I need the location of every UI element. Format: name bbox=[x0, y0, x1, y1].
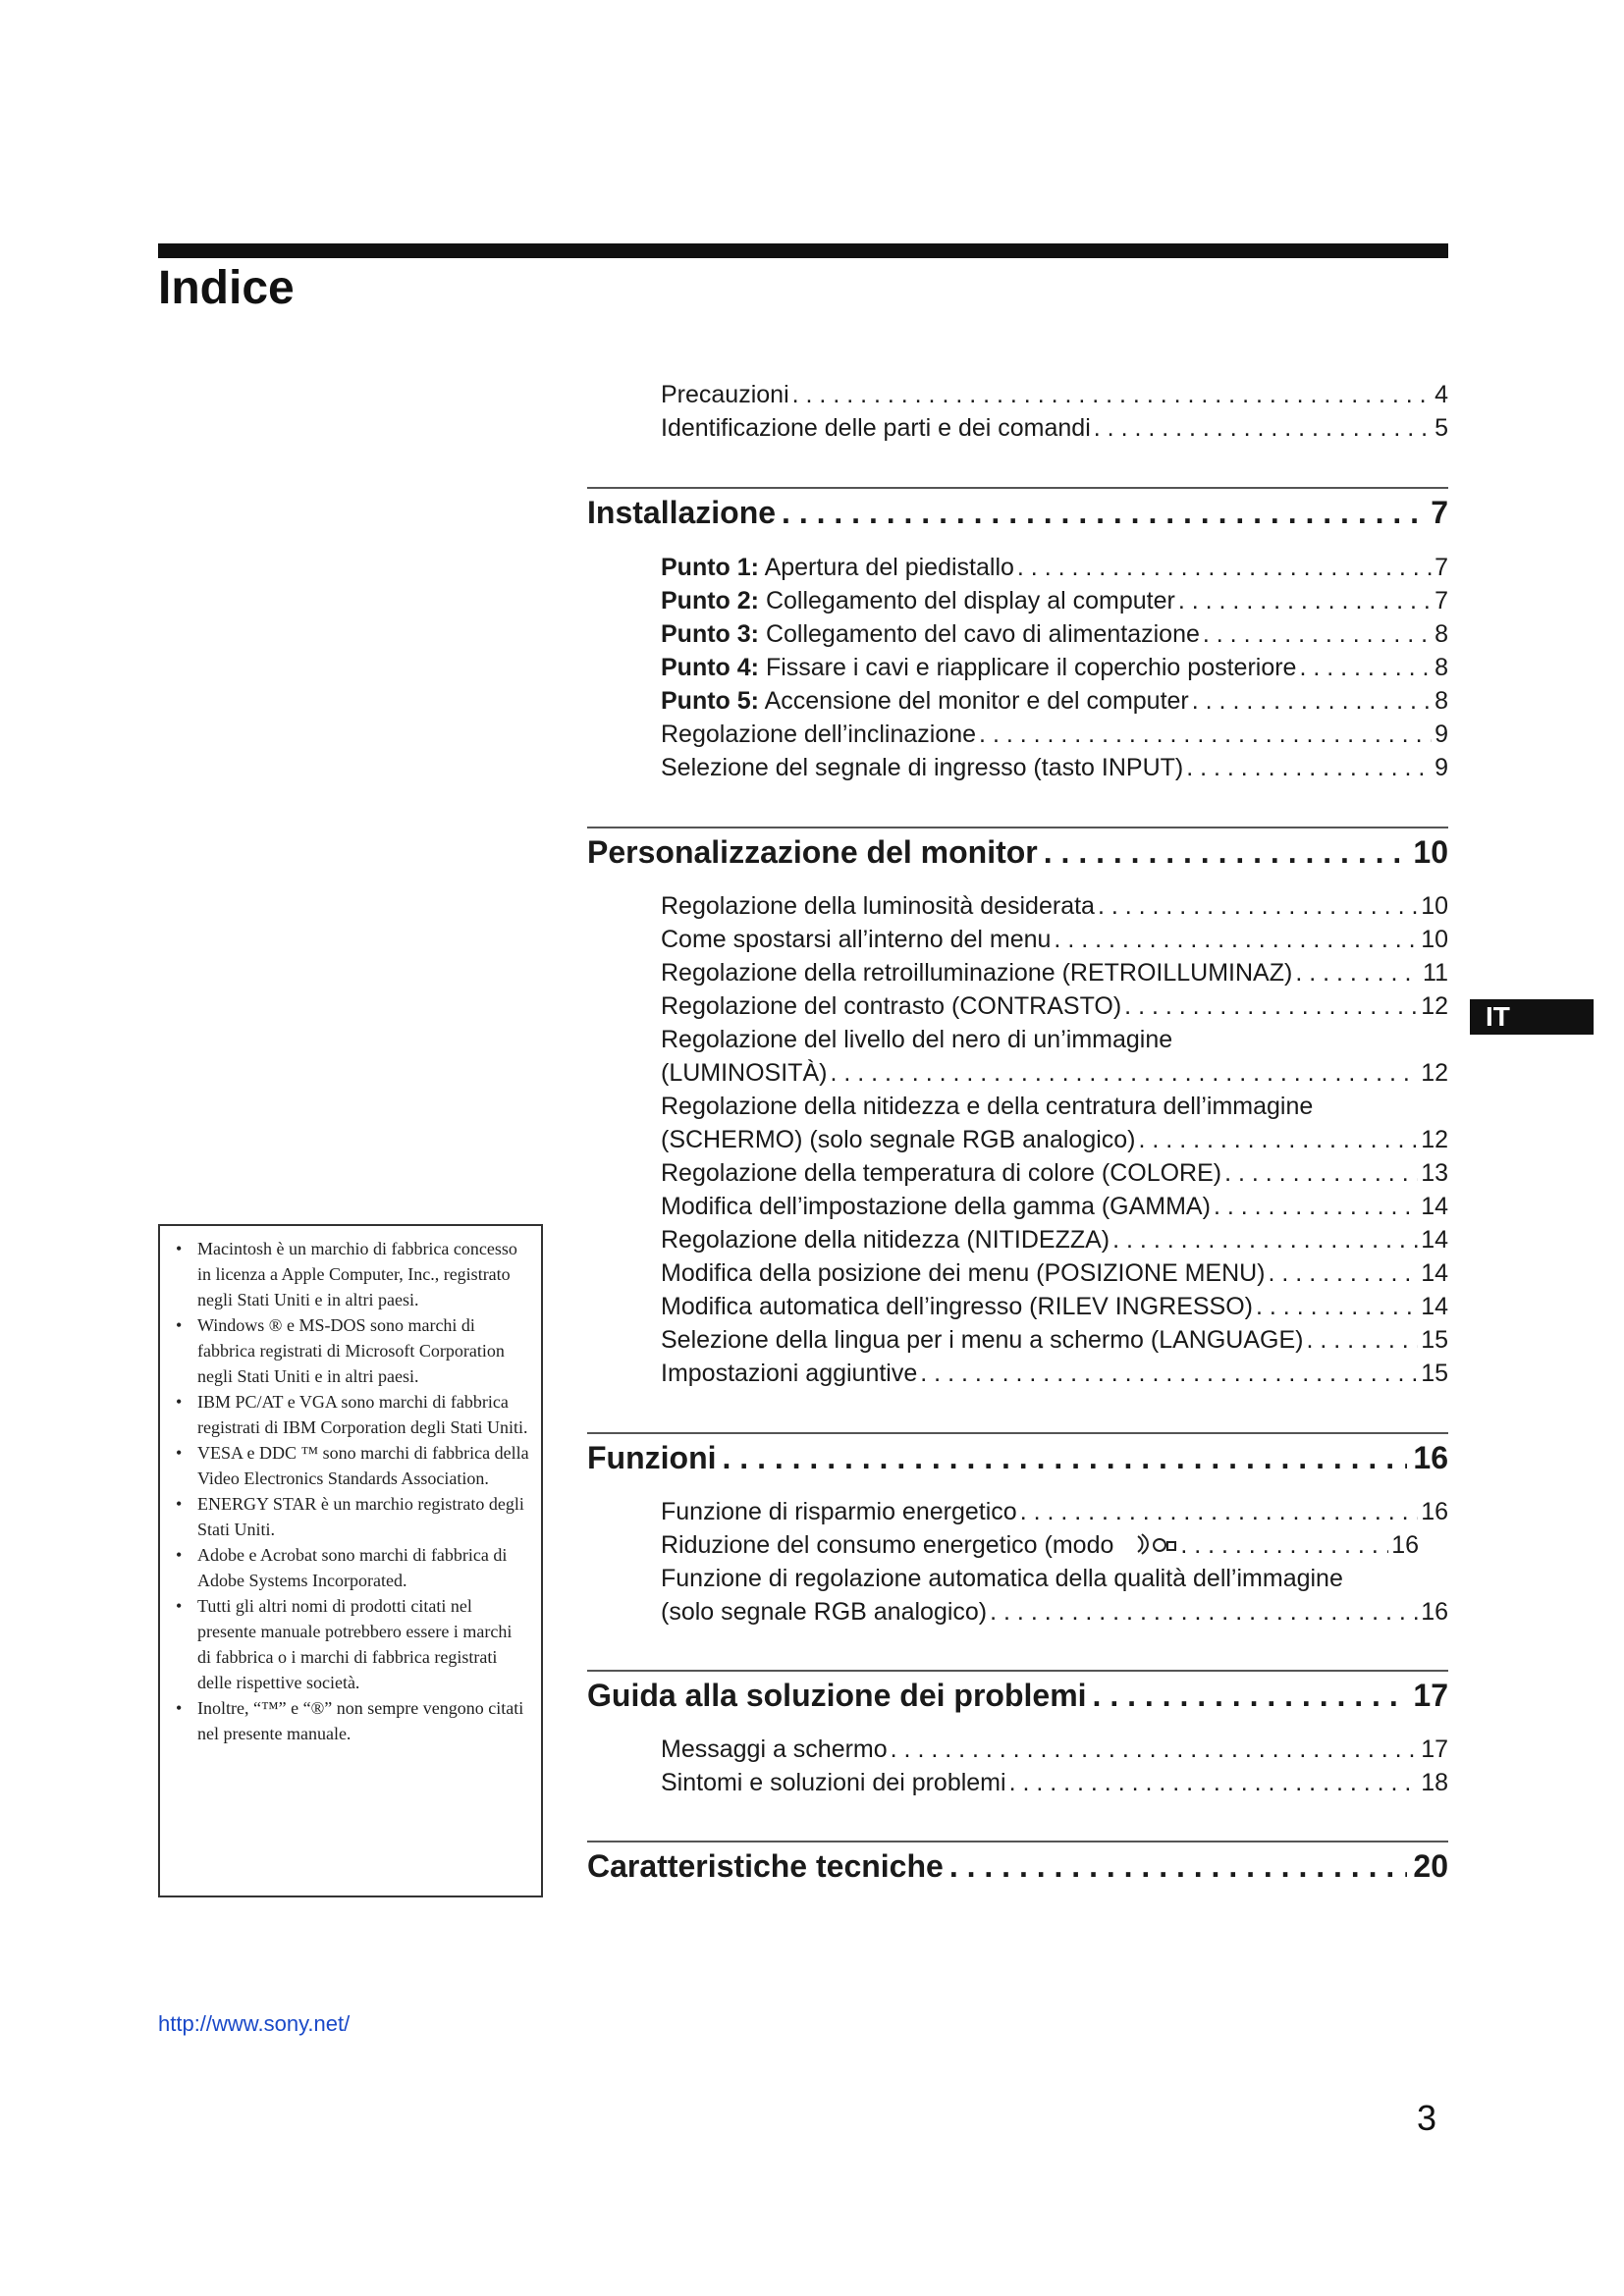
toc-entry-title: (LUMINOSITÀ) bbox=[661, 1059, 828, 1087]
dot-leader bbox=[792, 378, 1432, 411]
trademark-note: • VESA e DDC ™ sono marchi di fabbrica della Video Electronics Standards Association. bbox=[174, 1440, 529, 1491]
toc-entry[interactable] bbox=[661, 1156, 1448, 1190]
dot-leader bbox=[920, 1357, 1418, 1390]
toc-entry[interactable] bbox=[661, 1495, 1448, 1528]
dot-leader bbox=[723, 1436, 1408, 1479]
toc-entry-page: 12 bbox=[1421, 992, 1448, 1020]
dot-leader bbox=[782, 491, 1425, 534]
dot-leader bbox=[1203, 617, 1432, 651]
section-rule bbox=[587, 1432, 1448, 1434]
toc-entry-page: 13 bbox=[1421, 1159, 1448, 1187]
section-page: 17 bbox=[1413, 1678, 1448, 1713]
trademark-note: • IBM PC/AT e VGA sono marchi di fabbrica registrati di IBM Corporation degli Stati Uniti. bbox=[174, 1389, 529, 1440]
section-heading[interactable] bbox=[587, 830, 1448, 874]
toc-entry-page: 14 bbox=[1421, 1259, 1448, 1287]
toc-entry-page: 18 bbox=[1421, 1769, 1448, 1796]
step-label: Punto 5: bbox=[661, 687, 759, 715]
dot-leader bbox=[1295, 956, 1420, 989]
trademark-note: • ENERGY STAR è un marchio registrato degli Stati Uniti. bbox=[174, 1491, 529, 1542]
toc-entry-title: Selezione del segnale di ingresso (tasto INPUT) bbox=[661, 754, 1184, 781]
toc-entry-page: 7 bbox=[1435, 587, 1448, 614]
toc-entry[interactable] bbox=[661, 651, 1448, 684]
toc-entry[interactable] bbox=[661, 1256, 1448, 1290]
toc-entry-title: Regolazione dell’inclinazione bbox=[661, 721, 977, 748]
section-heading[interactable] bbox=[587, 491, 1448, 534]
toc-entry-page: 15 bbox=[1421, 1326, 1448, 1354]
toc-entry-page: 4 bbox=[1435, 381, 1448, 408]
toc-entry[interactable] bbox=[661, 1595, 1448, 1629]
trademark-note: • Macintosh è un marchio di fabbrica concesso in licenza a Apple Computer, Inc., registrato negli Stati Uniti e in altri paesi. bbox=[174, 1236, 529, 1312]
toc-entry-title: Regolazione della temperatura di colore (COLORE) bbox=[661, 1159, 1222, 1187]
toc-entry-title: Messaggi a schermo bbox=[661, 1735, 888, 1763]
dot-leader bbox=[830, 1056, 1418, 1090]
toc-entry[interactable] bbox=[661, 684, 1448, 718]
toc-entry-page: 17 bbox=[1421, 1735, 1448, 1763]
dot-leader bbox=[1269, 1256, 1419, 1290]
toc-entry-page: 12 bbox=[1421, 1126, 1448, 1153]
dot-leader bbox=[1192, 684, 1432, 718]
toc-entry-page: 8 bbox=[1435, 620, 1448, 648]
toc-entry[interactable] bbox=[661, 889, 1448, 923]
toc-entry-title: Modifica dell’impostazione della gamma (GAMMA) bbox=[661, 1193, 1211, 1220]
toc-entry[interactable] bbox=[661, 1323, 1448, 1357]
dot-leader bbox=[1256, 1290, 1418, 1323]
toc-entry-page: 16 bbox=[1421, 1598, 1448, 1626]
dot-leader bbox=[1017, 551, 1432, 584]
toc-entry-title: (SCHERMO) (solo segnale RGB analogico) bbox=[661, 1126, 1136, 1153]
toc-entry[interactable] bbox=[661, 1123, 1448, 1156]
step-label: Punto 2: bbox=[661, 587, 759, 614]
toc-entry[interactable] bbox=[661, 584, 1448, 617]
toc-entry-page: 14 bbox=[1421, 1226, 1448, 1254]
step-label: Punto 3: bbox=[661, 620, 759, 648]
toc-entry-title: Identificazione delle parti e dei comandi bbox=[661, 414, 1091, 442]
section-page: 20 bbox=[1413, 1848, 1448, 1884]
toc-entry-title: Regolazione della nitidezza (NITIDEZZA) bbox=[661, 1226, 1110, 1254]
section-rule bbox=[587, 487, 1448, 489]
toc-entry-page: 8 bbox=[1435, 687, 1448, 715]
section-heading[interactable] bbox=[587, 1674, 1448, 1717]
dot-leader bbox=[1180, 1528, 1388, 1562]
toc-entry-title: Sintomi e soluzioni dei problemi bbox=[661, 1769, 1006, 1796]
trademark-notice-box bbox=[158, 1224, 543, 1897]
toc-entry[interactable] bbox=[661, 1223, 1448, 1256]
toc-entry[interactable] bbox=[661, 751, 1448, 784]
eco-mode-icon bbox=[1134, 1532, 1177, 1556]
section-page: 16 bbox=[1413, 1440, 1448, 1475]
dot-leader bbox=[1139, 1123, 1419, 1156]
section-title: Installazione bbox=[587, 495, 777, 530]
dot-leader bbox=[979, 718, 1432, 751]
toc-entry-title: Regolazione della retroilluminazione (RETROILLUMINAZ) bbox=[661, 959, 1293, 987]
dot-leader bbox=[1124, 989, 1418, 1023]
toc-entry-page: 9 bbox=[1435, 754, 1448, 781]
section-title: Caratteristiche tecniche bbox=[587, 1848, 944, 1884]
toc-entry[interactable] bbox=[661, 1357, 1448, 1390]
section-title: Guida alla soluzione dei problemi bbox=[587, 1678, 1087, 1713]
dot-leader bbox=[1112, 1223, 1418, 1256]
dot-leader bbox=[1224, 1156, 1418, 1190]
toc-entry-title: Collegamento del display al computer bbox=[765, 587, 1175, 614]
trademark-list bbox=[174, 1236, 529, 1746]
dot-leader bbox=[1214, 1190, 1418, 1223]
section-rule bbox=[587, 827, 1448, 828]
section-heading[interactable] bbox=[587, 1436, 1448, 1479]
toc-entry-title: Precauzioni bbox=[661, 381, 789, 408]
section-page: 10 bbox=[1413, 834, 1448, 870]
toc-entry-page: 16 bbox=[1391, 1531, 1419, 1559]
toc-entry-page: 10 bbox=[1421, 892, 1448, 920]
toc-entry-title: Modifica della posizione dei menu (POSIZIONE MENU) bbox=[661, 1259, 1266, 1287]
toc-entry-page: 5 bbox=[1435, 414, 1448, 442]
toc-entry[interactable] bbox=[661, 1190, 1448, 1223]
toc-entry-page: 12 bbox=[1421, 1059, 1448, 1087]
toc-entry-title: Collegamento del cavo di alimentazione bbox=[765, 620, 1200, 648]
toc-entry-page: 7 bbox=[1435, 554, 1448, 581]
toc-entry-continuation: Regolazione della nitidezza e della centratura dell’immagine bbox=[661, 1093, 1314, 1120]
toc-entry[interactable] bbox=[661, 1528, 1419, 1562]
trademark-note: • Adobe e Acrobat sono marchi di fabbrica di Adobe Systems Incorporated. bbox=[174, 1542, 529, 1593]
toc-entry[interactable] bbox=[661, 1733, 1448, 1766]
toc-entry-continuation: Regolazione del livello del nero di un’immagine bbox=[661, 1026, 1173, 1053]
toc-entry[interactable] bbox=[661, 989, 1448, 1023]
section-heading[interactable] bbox=[587, 1844, 1448, 1888]
toc-entry-title: Fissare i cavi e riapplicare il coperchio posteriore bbox=[765, 654, 1297, 681]
website-link[interactable]: http://www.sony.net/ bbox=[158, 2011, 351, 2036]
toc-entry[interactable] bbox=[661, 956, 1448, 989]
toc-entry[interactable] bbox=[661, 923, 1448, 956]
dot-leader bbox=[1009, 1766, 1419, 1799]
trademark-note: • Tutti gli altri nomi di prodotti citati nel presente manuale potrebbero essere i marchi di fabbrica o i marchi di fabbrica registrati delle rispettive società. bbox=[174, 1593, 529, 1695]
dot-leader bbox=[1299, 651, 1432, 684]
toc-entry-title: Accensione del monitor e del computer bbox=[764, 687, 1189, 715]
toc-entry[interactable] bbox=[661, 617, 1448, 651]
toc-entry-page: 16 bbox=[1421, 1498, 1448, 1525]
toc-entry-title: Funzione di risparmio energetico bbox=[661, 1498, 1017, 1525]
dot-leader bbox=[990, 1595, 1418, 1629]
dot-leader bbox=[949, 1844, 1408, 1888]
section-page: 7 bbox=[1431, 495, 1448, 530]
toc-entry-title: Regolazione della luminosità desiderata bbox=[661, 892, 1095, 920]
toc-entry[interactable] bbox=[661, 1290, 1448, 1323]
dot-leader bbox=[1306, 1323, 1418, 1357]
toc-entry-title: Impostazioni aggiuntive bbox=[661, 1360, 918, 1387]
toc-entry-precautions[interactable] bbox=[661, 378, 1448, 411]
dot-leader bbox=[1098, 889, 1418, 923]
section-rule bbox=[587, 1841, 1448, 1842]
language-tab: IT bbox=[1470, 999, 1594, 1035]
toc-entry-page: 10 bbox=[1421, 926, 1448, 953]
toc-entry[interactable] bbox=[661, 1056, 1448, 1090]
toc-entry-title: Apertura del piedistallo bbox=[764, 554, 1014, 581]
toc-entry[interactable] bbox=[661, 1766, 1448, 1799]
toc-entry-page: 14 bbox=[1421, 1193, 1448, 1220]
step-label: Punto 4: bbox=[661, 654, 759, 681]
trademark-note: • Inoltre, “™” e “®” non sempre vengono citati nel presente manuale. bbox=[174, 1695, 529, 1746]
trademark-note: • Windows ® e MS-DOS sono marchi di fabbrica registrati di Microsoft Corporation negli Stati Uniti e in altri paesi. bbox=[174, 1312, 529, 1389]
toc-entry-title: Riduzione del consumo energetico (modo bbox=[661, 1531, 1114, 1559]
dot-leader bbox=[1044, 830, 1408, 874]
toc-entry-title: Selezione della lingua per i menu a schermo (LANGUAGE) bbox=[661, 1326, 1304, 1354]
dot-leader bbox=[1020, 1495, 1419, 1528]
dot-leader bbox=[1178, 584, 1432, 617]
toc-entry-title: Come spostarsi all’interno del menu bbox=[661, 926, 1052, 953]
toc-entry[interactable] bbox=[661, 718, 1448, 751]
page-number: 3 bbox=[1417, 2098, 1437, 2138]
step-label: Punto 1: bbox=[661, 554, 759, 581]
toc-entry-page: 8 bbox=[1435, 654, 1448, 681]
toc-entry-title: (solo segnale RGB analogico) bbox=[661, 1598, 988, 1626]
dot-leader bbox=[1054, 923, 1418, 956]
toc-entry-page: 9 bbox=[1435, 721, 1448, 748]
title-rule bbox=[158, 243, 1448, 258]
section-title: Funzioni bbox=[587, 1440, 717, 1475]
dot-leader bbox=[891, 1733, 1419, 1766]
dot-leader bbox=[1186, 751, 1432, 784]
toc-entry-title: Modifica automatica dell’ingresso (RILEV INGRESSO) bbox=[661, 1293, 1254, 1320]
section-title: Personalizzazione del monitor bbox=[587, 834, 1038, 870]
toc-entry[interactable] bbox=[661, 551, 1448, 584]
dot-leader bbox=[1094, 411, 1432, 445]
toc-entry-page: 14 bbox=[1421, 1293, 1448, 1320]
toc-entry-continuation: Funzione di regolazione automatica della qualità dell’immagine bbox=[661, 1565, 1343, 1592]
toc-entry-page: 15 bbox=[1421, 1360, 1448, 1387]
toc-entry-page: 11 bbox=[1423, 959, 1448, 987]
section-rule bbox=[587, 1670, 1448, 1672]
page-title: Indice bbox=[158, 262, 295, 314]
toc-entry-parts-identification[interactable] bbox=[661, 411, 1448, 445]
dot-leader bbox=[1093, 1674, 1408, 1717]
toc-entry-title: Regolazione del contrasto (CONTRASTO) bbox=[661, 992, 1122, 1020]
